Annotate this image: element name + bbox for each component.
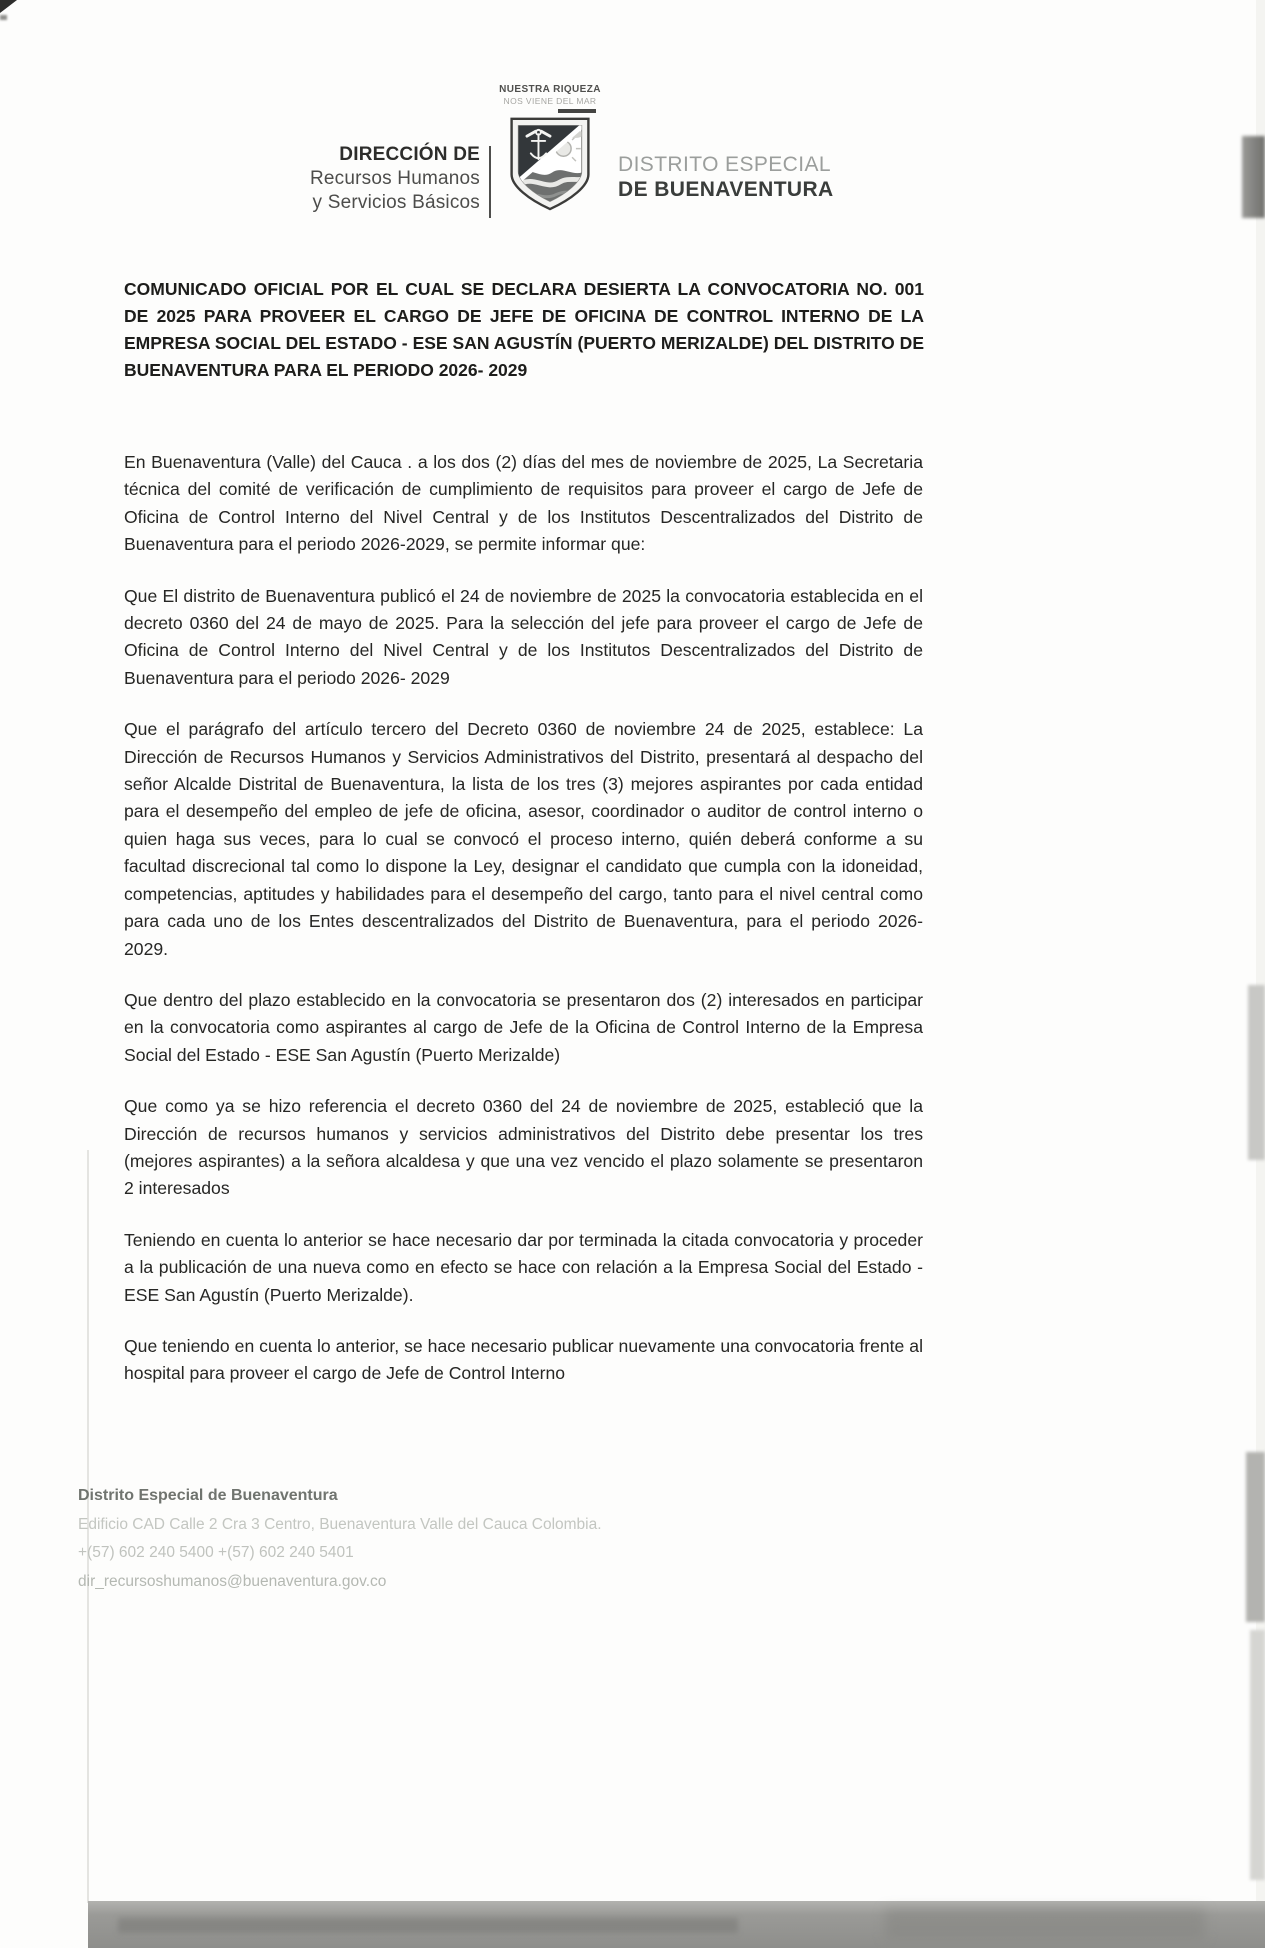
header-divider bbox=[489, 146, 491, 218]
scan-corner-mark-small bbox=[0, 15, 7, 20]
department-title: DIRECCIÓN DE bbox=[339, 144, 480, 165]
footer-organization: Distrito Especial de Buenaventura bbox=[78, 1487, 338, 1504]
letterhead-district bbox=[618, 152, 834, 202]
department-line2: Recursos Humanos bbox=[309, 168, 480, 189]
scan-smudge bbox=[1248, 985, 1265, 1160]
paragraph-publication: Que El distrito de Buenaventura publicó el 24 de noviembre de 2025 la convocatoria establecida en el decreto 0360 del 24 de mayo de 2025. Para la selección del jefe para proveer el cargo de Jefe de Oficina de Control Interno del Nivel Central y de los Institutos Descentralizados del Distrito de Buenaventura para el periodo 2026- 2029 bbox=[124, 585, 923, 688]
paragraph-intro: En Buenaventura (Valle) del Cauca . a los dos (2) días del mes de noviembre de 2025, La Secretaria técnica del comité de verificación de cumplimiento de requisitos para proveer el cargo de Jefe de Oficina de Control Interno del Nivel Central y de los Institutos Descentralizados del Distrito de Buenaventura para el periodo 2026-2029, se permite informar que: bbox=[124, 452, 923, 555]
scan-smudge bbox=[1250, 1630, 1265, 1880]
paragraph-applicants: Que dentro del plazo establecido en la convocatoria se presentaron dos (2) interesados en participar en la convocatoria como aspirantes al cargo de Jefe de la Oficina de Control Interno de la Empresa Social del Estado - ESE San Agustín (Puerto Merizalde) bbox=[124, 989, 923, 1065]
document-title: COMUNICADO OFICIAL POR EL CUAL SE DECLARA DESIERTA LA CONVOCATORIA NO. 001 DE 2025 PARA PROVEER EL CARGO DE JEFE DE OFICINA DE CONTROL INTERNO DE LA EMPRESA SOCIAL DEL ESTADO - ESE SAN AGUSTÍN (PUERTO MERIZALDE) DEL DISTRITO DE BUENAVENTURA PARA EL PERIODO 2026- 2029 bbox=[124, 279, 924, 380]
buenaventura-shield-icon bbox=[503, 115, 597, 211]
scan-smudge bbox=[1242, 136, 1265, 218]
scan-smudge bbox=[1246, 1452, 1265, 1622]
district-line2: DE BUENAVENTURA bbox=[618, 178, 834, 201]
department-line3: y Servicios Básicos bbox=[312, 192, 480, 213]
footer-address: Edificio CAD Calle 2 Cra 3 Centro, Buenaventura Valle del Cauca Colombia. bbox=[78, 1515, 602, 1533]
footer-email: dir_recursoshumanos@buenaventura.gov.co bbox=[78, 1572, 387, 1590]
logo-tagline-line2: NOS VIENE DEL MAR bbox=[503, 96, 597, 106]
scan-corner-mark bbox=[0, 0, 17, 13]
letterhead-department bbox=[240, 143, 480, 215]
scan-bottom-band bbox=[88, 1901, 1265, 1948]
paragraph-termination: Teniendo en cuenta lo anterior se hace necesario dar por terminada la citada convocatoria y proceder a la publicación de una nueva como en efecto se hace con relación a la Empresa Social del Estado - ESE San Agustín (Puerto Merizalde). bbox=[124, 1229, 923, 1305]
document-body bbox=[124, 449, 923, 1412]
document-footer bbox=[78, 1482, 602, 1596]
paragraph-decree-provisions: Que el parágrafo del artículo tercero del Decreto 0360 de noviembre 24 de 2025, establece: La Dirección de Recursos Humanos y Servicios Administrativos del Distrito, presentará al despacho del señor Alcalde Distrital de Buenaventura, la lista de los tres (3) mejores aspirantes por cada entidad para el desempeño del empleo de jefe de oficina, asesor, coordinador o auditor de control interno o quien haga sus veces, para lo cual se convocó el proceso interno, quién deberá conforme a su facultad discrecional tal como lo dispone la Ley, designar el candidato que cumpla con la idoneidad, competencias, aptitudes y habilidades para el desempeño del cargo, tanto para el nivel central como para cada uno de los Entes descentralizados del Distrito de Buenaventura, para el periodo 2026-2029. bbox=[124, 719, 923, 959]
logo-tagline-bar bbox=[558, 109, 596, 113]
footer-phones: +(57) 602 240 5400 +(57) 602 240 5401 bbox=[78, 1544, 354, 1561]
city-logo bbox=[494, 84, 606, 211]
logo-tagline-line1: NUESTRA RIQUEZA bbox=[499, 84, 601, 95]
scan-band-smudge bbox=[118, 1918, 738, 1933]
paragraph-republish: Que teniendo en cuenta lo anterior, se hace necesario publicar nuevamente una convocatoria frente al hospital para proveer el cargo de Jefe de Control Interno bbox=[124, 1335, 923, 1384]
scan-band-smudge bbox=[885, 1909, 1205, 1939]
paragraph-requirement: Que como ya se hizo referencia el decreto 0360 del 24 de noviembre de 2025, estableció que la Dirección de recursos humanos y servicios administrativos del Distrito debe presentar los tres (mejores aspirantes) a la señora alcaldesa y que una vez vencido el plazo solamente se presentaron 2 interesados bbox=[124, 1096, 923, 1199]
district-line1: DISTRITO ESPECIAL bbox=[618, 153, 831, 176]
